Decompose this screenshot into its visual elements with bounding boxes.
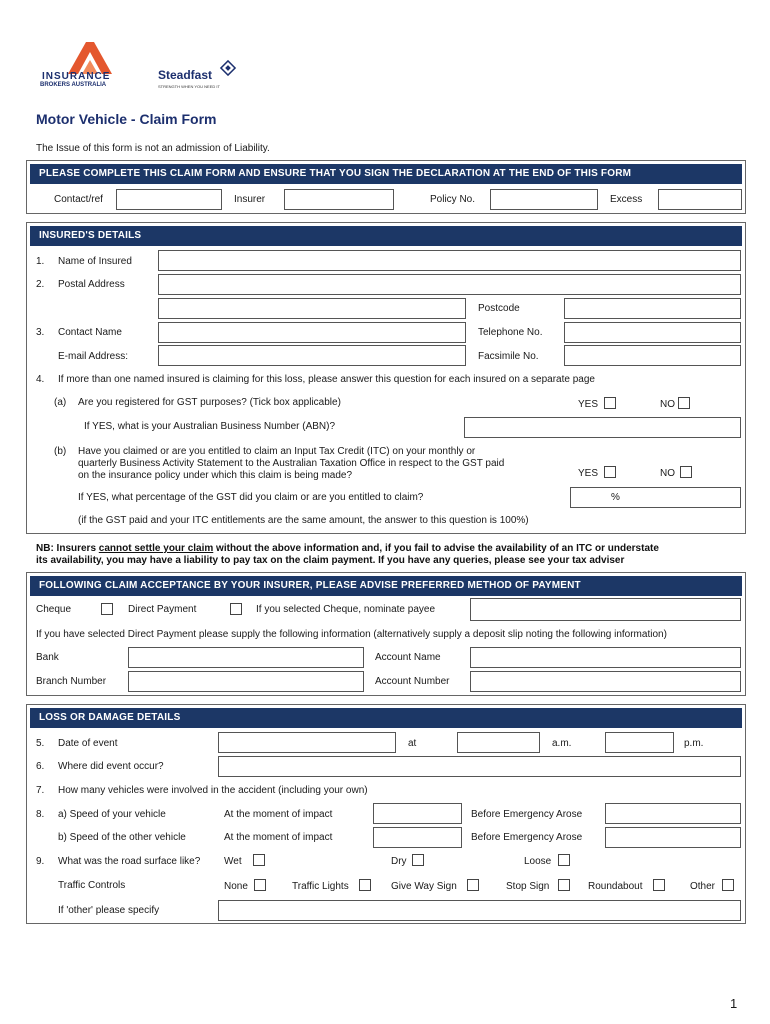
time-am-field[interactable]: [457, 732, 540, 753]
steadfast-logo-tagline: STRENGTH WHEN YOU NEED IT: [158, 84, 220, 89]
email-field[interactable]: [158, 345, 466, 366]
steadfast-diamond-icon: [218, 58, 238, 78]
account-number-label: Account Number: [375, 676, 450, 687]
vehicles-involved-label: How many vehicles were involved in the accident (including your own): [58, 785, 368, 796]
steadfast-logo: [158, 58, 248, 92]
email-label: E-mail Address:: [58, 351, 129, 362]
at-label: at: [408, 738, 417, 749]
roundabout-checkbox[interactable]: [653, 879, 665, 891]
iba-logo-text-1: INSURANCE: [42, 71, 111, 82]
sub-item-label: (b): [54, 446, 67, 457]
event-location-field[interactable]: [218, 756, 741, 777]
itc-no-checkbox[interactable]: [680, 466, 692, 478]
loss-damage-banner: LOSS OR DAMAGE DETAILS: [30, 708, 742, 728]
account-name-label: Account Name: [375, 652, 441, 663]
facsimile-field[interactable]: [564, 345, 741, 366]
policy-no-field[interactable]: [490, 189, 598, 210]
other-specify-label: If 'other' please specify: [58, 905, 160, 916]
header-banner: PLEASE COMPLETE THIS CLAIM FORM AND ENSURE THAT YOU SIGN THE DECLARATION AT THE END OF THIS FORM: [30, 164, 742, 184]
excess-field[interactable]: [658, 189, 742, 210]
item-number: 5.: [36, 738, 45, 749]
pm-label: p.m.: [684, 738, 704, 749]
postal-address-label: Postal Address: [58, 279, 125, 290]
other-speed-impact-field[interactable]: [373, 827, 462, 848]
abn-field[interactable]: [464, 417, 741, 438]
speed-your-vehicle-label: a) Speed of your vehicle: [58, 809, 166, 820]
item-number: 4.: [36, 374, 45, 385]
postal-address-field[interactable]: [158, 274, 741, 295]
facsimile-label: Facsimile No.: [478, 351, 539, 362]
cheque-checkbox[interactable]: [101, 603, 113, 615]
no-label: NO: [660, 468, 675, 479]
dry-label: Dry: [391, 856, 407, 867]
bank-field[interactable]: [128, 647, 364, 668]
gst-yes-checkbox[interactable]: [604, 397, 616, 409]
branch-number-label: Branch Number: [36, 676, 107, 687]
item-number: 8.: [36, 809, 45, 820]
form-title: Motor Vehicle - Claim Form: [36, 111, 217, 127]
your-speed-before-field[interactable]: [605, 803, 741, 824]
name-of-insured-field[interactable]: [158, 250, 741, 271]
stop-sign-checkbox[interactable]: [558, 879, 570, 891]
none-checkbox[interactable]: [254, 879, 266, 891]
item-number: 3.: [36, 327, 45, 338]
insurance-brokers-australia-logo: [36, 40, 140, 90]
other-specify-field[interactable]: [218, 900, 741, 921]
contact-name-field[interactable]: [158, 322, 466, 343]
item-number: 7.: [36, 785, 45, 796]
contact-ref-label: Contact/ref: [54, 194, 103, 205]
payment-banner: FOLLOWING CLAIM ACCEPTANCE BY YOUR INSURER, PLEASE ADVISE PREFERRED METHOD OF PAYMENT: [30, 576, 742, 596]
postcode-label: Postcode: [478, 303, 520, 314]
bank-label: Bank: [36, 652, 59, 663]
itc-question-line-1: Have you claimed or are you entitled to claim an Input Tax Credit (ITC) on your monthly or: [78, 446, 476, 457]
payee-label: If you selected Cheque, nominate payee: [256, 604, 436, 615]
iba-logo-text-2: BROKERS AUSTRALIA: [40, 82, 107, 88]
question-4-text: If more than one named insured is claiming for this loss, please answer this question for each insured on a separate page: [58, 374, 595, 385]
traffic-lights-label: Traffic Lights: [292, 881, 349, 892]
am-label: a.m.: [552, 738, 572, 749]
no-label: NO: [660, 399, 675, 410]
road-surface-label: What was the road surface like?: [58, 856, 201, 867]
before-emergency-label: Before Emergency Arose: [471, 832, 583, 843]
account-number-field[interactable]: [470, 671, 741, 692]
gst-no-checkbox[interactable]: [678, 397, 690, 409]
wet-checkbox[interactable]: [253, 854, 265, 866]
insured-details-banner: INSURED'S DETAILS: [30, 226, 742, 246]
event-location-label: Where did event occur?: [58, 761, 164, 772]
telephone-label: Telephone No.: [478, 327, 543, 338]
cheque-label: Cheque: [36, 604, 72, 615]
telephone-field[interactable]: [564, 322, 741, 343]
date-of-event-field[interactable]: [218, 732, 396, 753]
speed-other-vehicle-label: b) Speed of the other vehicle: [58, 832, 186, 843]
itc-note: (if the GST paid and your ITC entitlements are the same amount, the answer to this question is 100%): [78, 515, 529, 526]
gst-registered-question: Are you registered for GST purposes? (Tick box applicable): [78, 397, 341, 408]
none-label: None: [224, 881, 248, 892]
sub-item-label: (a): [54, 397, 67, 408]
postal-address-field-line2[interactable]: [158, 298, 466, 319]
traffic-controls-label: Traffic Controls: [58, 880, 126, 891]
item-number: 1.: [36, 256, 45, 267]
wet-label: Wet: [224, 856, 242, 867]
moment-of-impact-label: At the moment of impact: [224, 809, 333, 820]
payee-field[interactable]: [470, 598, 741, 621]
itc-question-line-2: quarterly Business Activity Statement to the Australian Taxation Office in respect to the GST paid: [78, 458, 505, 469]
yes-label: YES: [578, 399, 599, 410]
contact-ref-field[interactable]: [116, 189, 222, 210]
roundabout-label: Roundabout: [588, 881, 643, 892]
item-number: 2.: [36, 279, 45, 290]
give-way-sign-checkbox[interactable]: [467, 879, 479, 891]
page-number: 1: [730, 996, 738, 1011]
excess-label: Excess: [610, 194, 643, 205]
nb-note-line-1: [36, 543, 659, 554]
stop-sign-label: Stop Sign: [506, 881, 550, 892]
policy-no-label: Policy No.: [430, 194, 476, 205]
other-label: Other: [690, 881, 716, 892]
traffic-lights-checkbox[interactable]: [359, 879, 371, 891]
direct-payment-checkbox[interactable]: [230, 603, 242, 615]
account-name-field[interactable]: [470, 647, 741, 668]
name-of-insured-label: Name of Insured: [58, 256, 132, 267]
dry-checkbox[interactable]: [412, 854, 424, 866]
loose-label: Loose: [524, 856, 552, 867]
item-number: 6.: [36, 761, 45, 772]
date-of-event-label: Date of event: [58, 738, 118, 749]
direct-payment-info: If you have selected Direct Payment please supply the following information (alternatively supply a deposit slip noting the following information): [36, 629, 667, 640]
nb-note-line-2: its availability, you may have a liability to pay tax on the claim payment. If you have any queries, please see your tax adviser: [36, 555, 625, 566]
other-speed-before-field[interactable]: [605, 827, 741, 848]
steadfast-logo-name: Steadfast: [158, 68, 213, 82]
nb-rest: without the above information and, if you fail to advise the availability of an ITC or understate: [213, 543, 659, 554]
gst-percentage-question: If YES, what percentage of the GST did you claim or are you entitled to claim?: [78, 492, 424, 503]
contact-name-label: Contact Name: [58, 327, 122, 338]
loose-checkbox[interactable]: [558, 854, 570, 866]
time-pm-field[interactable]: [605, 732, 674, 753]
form-subtitle: The Issue of this form is not an admission of Liability.: [36, 143, 270, 154]
percent-sign: %: [611, 492, 620, 503]
yes-label: YES: [578, 468, 599, 479]
gst-percentage-field[interactable]: [570, 487, 741, 508]
postcode-field[interactable]: [564, 298, 741, 319]
abn-question: If YES, what is your Australian Business Number (ABN)?: [84, 421, 336, 432]
item-number: 9.: [36, 856, 45, 867]
nb-prefix: NB: Insurers: [36, 543, 99, 554]
other-checkbox[interactable]: [722, 879, 734, 891]
your-speed-impact-field[interactable]: [373, 803, 462, 824]
branch-number-field[interactable]: [128, 671, 364, 692]
direct-payment-label: Direct Payment: [128, 604, 197, 615]
itc-yes-checkbox[interactable]: [604, 466, 616, 478]
insurer-label: Insurer: [234, 194, 266, 205]
give-way-sign-label: Give Way Sign: [391, 881, 457, 892]
before-emergency-label: Before Emergency Arose: [471, 809, 583, 820]
insurer-field[interactable]: [284, 189, 394, 210]
nb-underlined: cannot settle your claim: [98, 543, 214, 554]
itc-question-line-3: on the insurance policy under which this claim is being made?: [78, 470, 353, 481]
moment-of-impact-label: At the moment of impact: [224, 832, 333, 843]
